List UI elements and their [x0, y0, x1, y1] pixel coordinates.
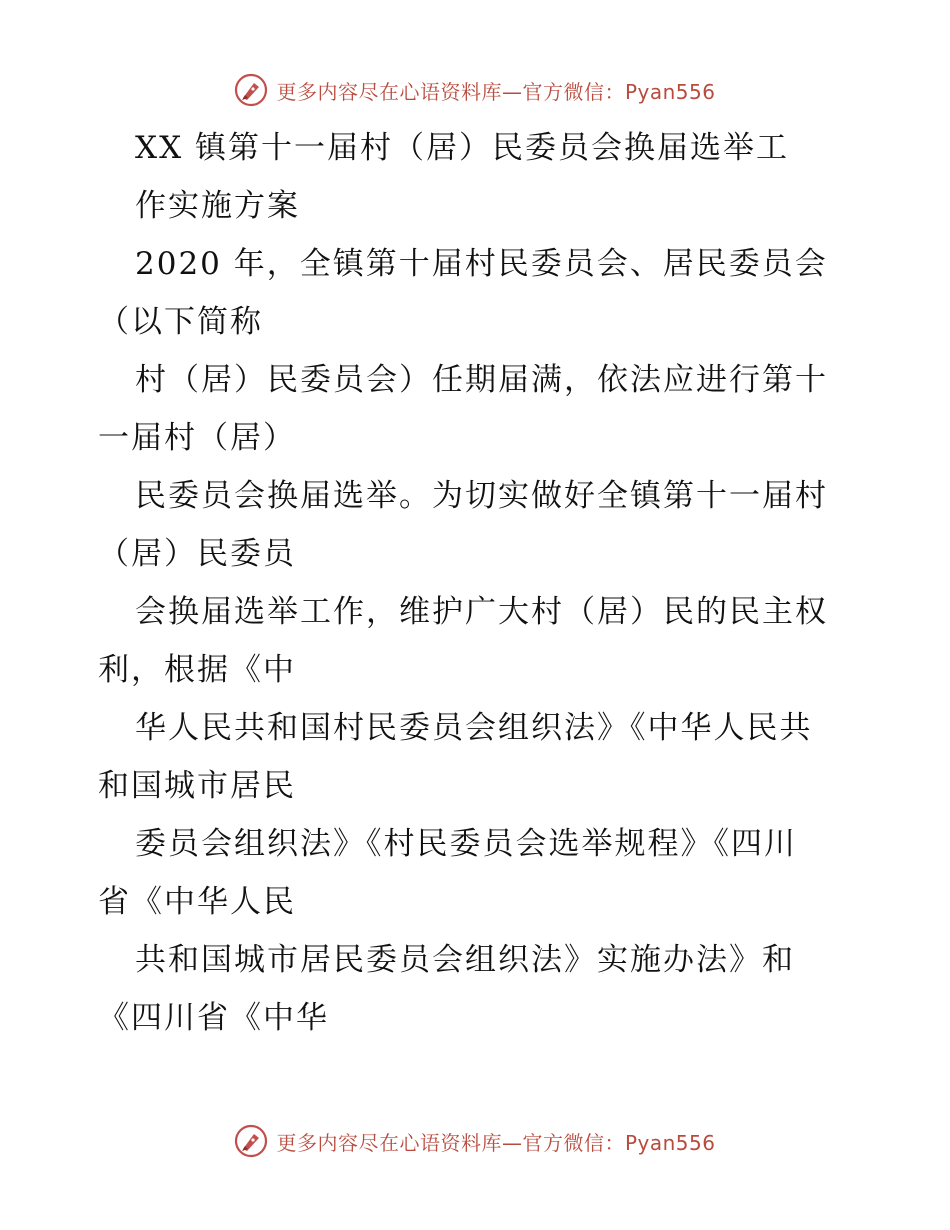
- doc-paragraph-line: 委员会组织法》《村民委员会选举规程》《四川: [135, 826, 797, 862]
- doc-paragraph-line: 利，根据《中: [98, 652, 296, 688]
- pen-nib-logo-icon: [234, 1124, 268, 1158]
- doc-paragraph-line: 华人民共和国村民委员会组织法》《中华人民共: [135, 710, 813, 746]
- doc-paragraph-line: （以下简称: [98, 304, 263, 340]
- doc-title-line: XX 镇第十一届村（居）民委员会换届选举工: [135, 130, 789, 166]
- doc-paragraph-line: 省《中华人民: [98, 884, 296, 920]
- doc-paragraph-line: 《四川省《中华: [98, 1000, 329, 1036]
- pen-nib-logo-icon: [234, 73, 268, 107]
- watermark-text: 更多内容尽在心语资料库—官方微信：Pyan556: [276, 79, 716, 104]
- footer-watermark: [0, 1121, 950, 1161]
- watermark-text: 更多内容尽在心语资料库—官方微信：Pyan556: [276, 1130, 716, 1155]
- doc-paragraph-line: 会换届选举工作，维护广大村（居）民的民主权: [135, 594, 828, 630]
- doc-paragraph-line: 民委员会换届选举。为切实做好全镇第十一届村: [135, 478, 828, 514]
- doc-title-line: 作实施方案: [135, 188, 300, 224]
- header-watermark: [0, 70, 950, 110]
- doc-paragraph-line: 共和国城市居民委员会组织法》实施办法》和: [135, 942, 795, 978]
- doc-paragraph-line: （居）民委员: [98, 536, 296, 572]
- doc-paragraph-line: 和国城市居民: [98, 768, 296, 804]
- doc-paragraph-line: 一届村（居）: [98, 420, 296, 456]
- doc-paragraph-line: 村（居）民委员会）任期届满，依法应进行第十: [135, 362, 828, 398]
- doc-paragraph-line: 2020 年，全镇第十届村民委员会、居民委员会: [135, 246, 828, 282]
